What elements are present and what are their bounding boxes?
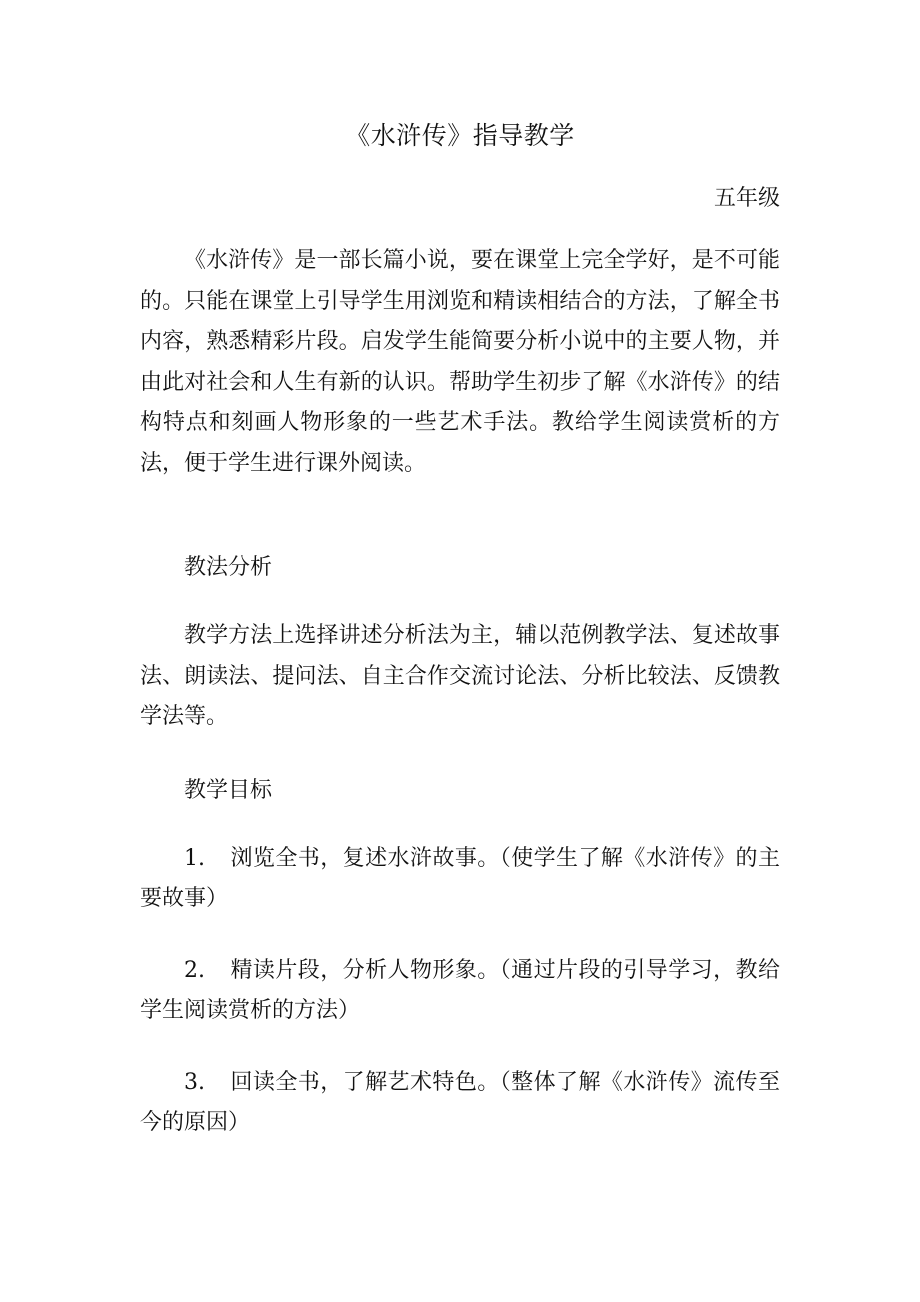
methods-heading: 教法分析 (184, 555, 273, 580)
goal-text: 回读全书，了解艺术特色。（整体了解《水浒传》流传至今的原因） (140, 1070, 780, 1135)
intro-paragraph: 《水浒传》是一部长篇小说，要在课堂上完全学好，是不可能的。只能在课堂上引导学生用浏览和精读相结合的方法，了解全书内容，熟悉精彩片段。启发学生能简要分析小说中的主要人物，并由此对社会和人生有新的认识。帮助学生初步了解《水浒传》的结构特点和刻画人物形象的一些艺术手法。教给学生阅读赏析的方法，便于学生进行课外阅读。 (140, 248, 780, 476)
goal-item-3 (140, 1063, 780, 1143)
goal-number: 2. (184, 958, 205, 983)
goals-heading: 教学目标 (184, 778, 273, 803)
goal-text: 精读片段，分析人物形象。（通过片段的引导学习，教给学生阅读赏析的方法） (140, 958, 780, 1023)
goal-item-1 (140, 839, 780, 919)
goal-number: 3. (184, 1070, 205, 1095)
document-title: 《水浒传》指导教学 (345, 121, 575, 150)
methods-paragraph: 教学方法上选择讲述分析法为主，辅以范例教学法、复述故事法、朗读法、提问法、自主合作交流讨论法、分析比较法、反馈教学法等。 (140, 623, 780, 729)
goal-text: 浏览全书，复述水浒故事。（使学生了解《水浒传》的主要故事） (140, 846, 780, 911)
goal-number: 1. (184, 846, 205, 871)
goal-item-2 (140, 951, 780, 1031)
grade-label: 五年级 (713, 186, 780, 211)
